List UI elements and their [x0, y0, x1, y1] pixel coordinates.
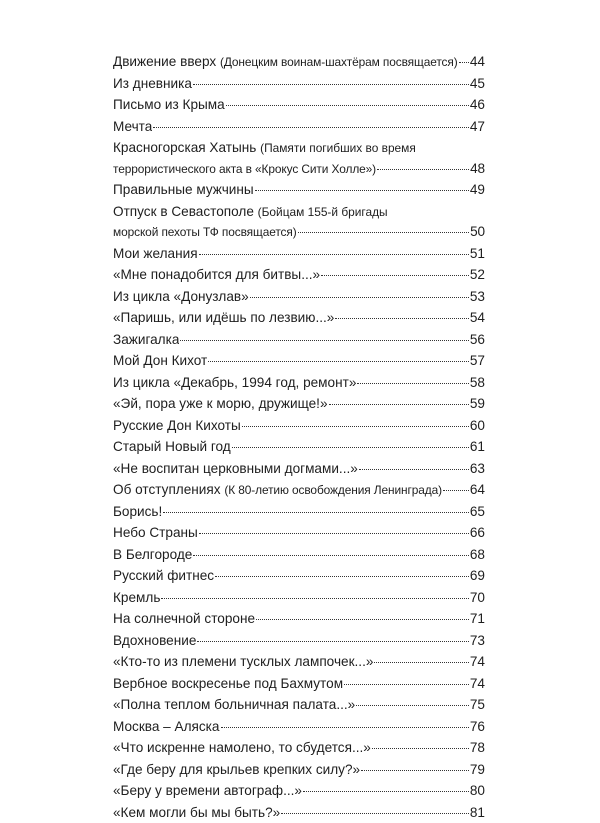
toc-entry-title: «Где беру для крыльев крепких силу?» — [113, 759, 360, 781]
toc-page-number: 56 — [470, 329, 485, 351]
toc-entry-title: «Кем могли бы мы быть?» — [113, 802, 280, 823]
toc-page-number: 76 — [470, 716, 485, 738]
dot-leader — [321, 275, 469, 276]
dot-leader — [232, 447, 469, 448]
toc-entry-title: Движение вверх (Донецким воинам-шахтёрам посвящается) — [113, 51, 458, 74]
toc-page-number: 59 — [470, 393, 485, 415]
toc-page-number: 80 — [470, 780, 485, 802]
dot-leader — [357, 383, 468, 384]
dot-leader — [180, 340, 468, 341]
toc-page-number: 79 — [470, 759, 485, 781]
toc-entry[interactable] — [113, 565, 485, 587]
toc-entry-title: Русский фитнес — [113, 565, 214, 587]
toc-page-number: 64 — [470, 479, 485, 501]
dot-leader — [335, 318, 469, 319]
toc-entry[interactable] — [113, 630, 485, 652]
dot-leader — [459, 62, 469, 63]
toc-entry-title: Красногорская Хатынь (Памяти погибших во время — [113, 137, 485, 158]
toc-page-number: 58 — [470, 372, 485, 394]
dot-leader — [221, 727, 469, 728]
dot-leader — [255, 190, 469, 191]
dot-leader — [443, 490, 469, 491]
toc-entry-title: Небо Страны — [113, 522, 198, 544]
toc-entry[interactable] — [113, 415, 485, 437]
dot-leader — [329, 404, 469, 405]
toc-entry-title: «Беру у времени автограф...» — [113, 780, 302, 802]
toc-entry-title: «Что искренне намолено, то сбудется...» — [113, 737, 371, 759]
toc-page-number: 49 — [470, 179, 485, 201]
toc-entry[interactable] — [113, 587, 485, 609]
dot-leader — [193, 555, 469, 556]
toc-entry[interactable] — [113, 716, 485, 738]
toc-page-number: 46 — [470, 94, 485, 116]
toc-entry-title: «Паришь, или идёшь по лезвию...» — [113, 307, 334, 329]
toc-entry[interactable] — [113, 286, 485, 308]
dot-leader — [377, 169, 469, 170]
toc-entry-title: Старый Новый год — [113, 436, 231, 458]
toc-page-number: 44 — [470, 51, 485, 73]
toc-entry[interactable] — [113, 651, 485, 673]
toc-entry-title: На солнечной стороне — [113, 608, 255, 630]
toc-entry-title-continued: террористического акта в «Крокус Сити Холле») — [113, 159, 376, 181]
dot-leader — [215, 576, 469, 577]
toc-entry[interactable] — [113, 372, 485, 394]
toc-entry-title: Зажигалка — [113, 329, 179, 351]
toc-entry-title-continued: морской пехоты ТФ посвящается) — [113, 222, 297, 244]
table-of-contents — [113, 51, 485, 823]
dot-leader — [208, 361, 469, 362]
dot-leader — [359, 469, 469, 470]
toc-page-number: 48 — [470, 158, 485, 180]
toc-entry[interactable] — [113, 673, 485, 695]
toc-entry-title: Вербное воскресенье под Бахмутом — [113, 673, 343, 695]
toc-entry-title: Москва – Аляска — [113, 716, 220, 738]
toc-page-number: 73 — [470, 630, 485, 652]
dot-leader — [242, 426, 469, 427]
dot-leader — [356, 705, 469, 706]
toc-entry[interactable] — [113, 51, 485, 73]
toc-entry[interactable] — [113, 458, 485, 480]
dot-leader — [163, 512, 469, 513]
dot-leader — [161, 598, 468, 599]
toc-entry[interactable] — [113, 116, 485, 138]
toc-entry-title: Кремль — [113, 587, 160, 609]
toc-entry[interactable] — [113, 329, 485, 351]
dot-leader — [374, 662, 468, 663]
toc-entry-title: Мои желания — [113, 243, 198, 265]
toc-entry-title: «Эй, пора уже к морю, дружище!» — [113, 393, 328, 415]
toc-entry-title: «Не воспитан церковными догмами...» — [113, 458, 358, 480]
toc-entry[interactable] — [113, 501, 485, 523]
toc-page-number: 60 — [470, 415, 485, 437]
toc-entry-title: Отпуск в Севастополе (Бойцам 155-й бригады — [113, 201, 485, 222]
toc-page-number: 50 — [470, 221, 485, 243]
toc-page-number: 81 — [470, 802, 485, 823]
toc-page-number: 54 — [470, 307, 485, 329]
dot-leader — [153, 127, 469, 128]
toc-page-number: 75 — [470, 694, 485, 716]
toc-entry-title: Из цикла «Донузлав» — [113, 286, 249, 308]
toc-page-number: 53 — [470, 286, 485, 308]
dot-leader — [303, 791, 469, 792]
toc-entry[interactable] — [113, 608, 485, 630]
toc-entry-title: «Кто-то из племени тусклых лампочек...» — [113, 651, 373, 673]
toc-page-number: 65 — [470, 501, 485, 523]
toc-page-number: 66 — [470, 522, 485, 544]
dot-leader — [199, 533, 469, 534]
toc-page-number: 47 — [470, 116, 485, 138]
toc-page-number: 70 — [470, 587, 485, 609]
toc-entry[interactable] — [113, 479, 485, 501]
toc-entry[interactable] — [113, 436, 485, 458]
toc-entry-title: «Полна теплом больничная палата...» — [113, 694, 355, 716]
dot-leader — [372, 748, 469, 749]
toc-entry[interactable] — [113, 73, 485, 95]
toc-page-number: 68 — [470, 544, 485, 566]
toc-entry-title: В Белгороде — [113, 544, 192, 566]
toc-page-number: 69 — [470, 565, 485, 587]
toc-entry-title: «Мне понадобится для битвы...» — [113, 264, 320, 286]
toc-entry-title: Об отступлениях (К 80-летию освобождения Ленинграда) — [113, 479, 442, 502]
toc-entry[interactable] — [113, 544, 485, 566]
toc-entry[interactable] — [113, 759, 485, 781]
dot-leader — [226, 105, 469, 106]
toc-page-number: 45 — [470, 73, 485, 95]
toc-page-number: 52 — [470, 264, 485, 286]
dot-leader — [256, 619, 469, 620]
toc-page-number: 51 — [470, 243, 485, 265]
toc-entry[interactable] — [113, 737, 485, 759]
toc-entry-title: Мой Дон Кихот — [113, 350, 207, 372]
toc-entry-title: Вдохновение — [113, 630, 196, 652]
toc-entry-title: Письмо из Крыма — [113, 94, 225, 116]
dot-leader — [344, 684, 469, 685]
toc-entry[interactable] — [113, 264, 485, 286]
toc-page-number: 78 — [470, 737, 485, 759]
dot-leader — [281, 813, 469, 814]
toc-entry-title: Борись! — [113, 501, 162, 523]
toc-page-number: 71 — [470, 608, 485, 630]
dot-leader — [193, 84, 469, 85]
toc-entry-title: Из цикла «Декабрь, 1994 год, ремонт» — [113, 372, 356, 394]
dot-leader — [199, 254, 469, 255]
toc-entry-title: Русские Дон Кихоты — [113, 415, 241, 437]
toc-page-number: 63 — [470, 458, 485, 480]
toc-entry[interactable] — [113, 243, 485, 265]
toc-entry-title: Правильные мужчины — [113, 179, 254, 201]
toc-entry-title: Мечта — [113, 116, 152, 138]
toc-entry[interactable] — [113, 179, 485, 201]
dot-leader — [197, 641, 468, 642]
toc-page-number: 74 — [470, 651, 485, 673]
toc-entry[interactable] — [113, 780, 485, 802]
dot-leader — [250, 297, 469, 298]
toc-entry[interactable] — [113, 307, 485, 329]
toc-entry[interactable] — [113, 522, 485, 544]
toc-entry-title: Из дневника — [113, 73, 192, 95]
toc-entry[interactable] — [113, 137, 485, 179]
toc-page-number: 74 — [470, 673, 485, 695]
toc-entry[interactable] — [113, 350, 485, 372]
dot-leader — [298, 232, 469, 233]
toc-entry[interactable] — [113, 393, 485, 415]
toc-page-number: 57 — [470, 350, 485, 372]
toc-entry[interactable] — [113, 694, 485, 716]
toc-entry[interactable] — [113, 201, 485, 243]
dot-leader — [361, 770, 469, 771]
toc-page-number: 61 — [470, 436, 485, 458]
toc-entry[interactable] — [113, 94, 485, 116]
toc-entry[interactable] — [113, 802, 485, 823]
